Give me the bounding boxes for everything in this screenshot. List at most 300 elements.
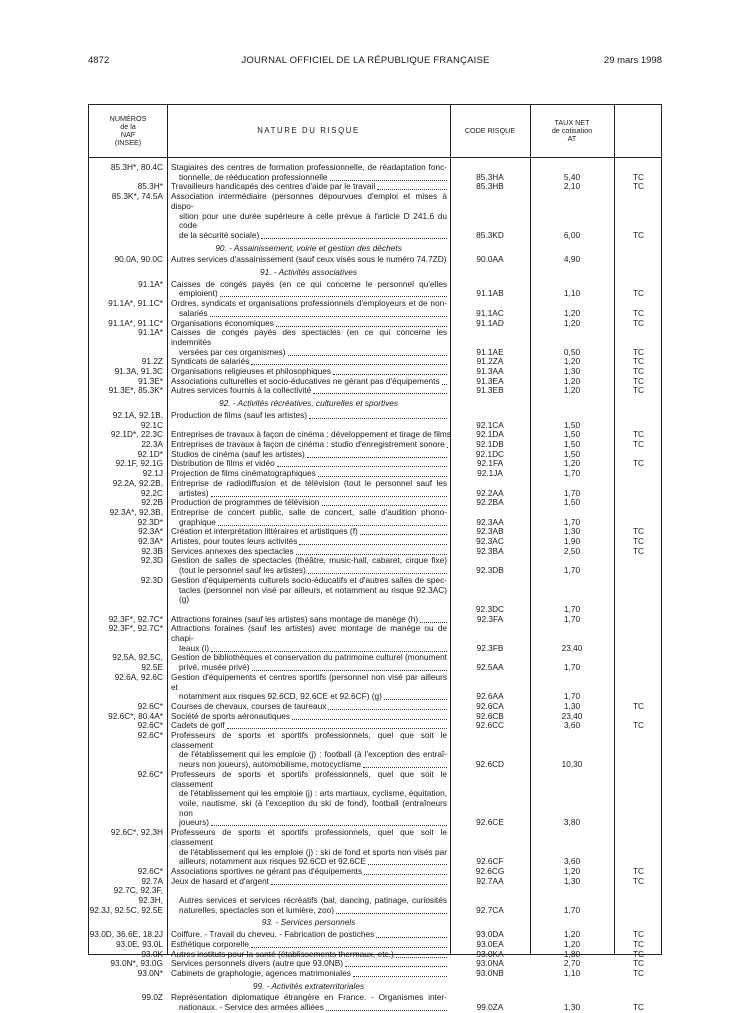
- rate-value: 1,50: [530, 450, 614, 460]
- rate-cell: [530, 615, 614, 625]
- nature-line: Caisses de congés payés (en ce qui concerne le personnel qu'elles: [171, 280, 447, 290]
- dot-leader: [211, 818, 447, 826]
- rate-value: 1,70: [530, 469, 614, 479]
- nature-line: Autres services et services récréatifs (bal, dancing, patinage, curiosités: [171, 896, 447, 906]
- tc-flag: TC: [614, 377, 663, 387]
- naf-code: 91.1A*, 91.1C*: [89, 299, 163, 309]
- dot-leader: [211, 489, 447, 497]
- risk-code-cell: [450, 479, 530, 498]
- dot-leader: [360, 527, 447, 535]
- nature-line: voile, nautisme, ski (à l'exception du ski de fond), football (entraîneurs non: [171, 799, 447, 818]
- rate-cell: [530, 328, 614, 357]
- naf-cell: [89, 386, 167, 396]
- nature-line: Entreprise de concert public, salle de concert, salle d'audition phono-: [171, 508, 447, 518]
- tc-flag: TC: [614, 348, 663, 358]
- rate-value: 1,20: [530, 459, 614, 469]
- naf-cell: [89, 828, 167, 867]
- nature-text: nationaux. - Service des armées alliées: [179, 1003, 324, 1013]
- naf-code: 93.0E, 93.0L: [89, 940, 163, 950]
- nature-cell: [167, 192, 450, 241]
- tc-cell: [614, 319, 663, 329]
- risk-code: 91.2ZA: [450, 357, 530, 367]
- rate-value: 1,30: [530, 877, 614, 887]
- dot-leader: [210, 309, 447, 317]
- nature-cell: [167, 731, 450, 770]
- risk-code: 92.6AA: [450, 692, 530, 702]
- tc-cell: [614, 440, 663, 450]
- nature-cell: [167, 411, 450, 430]
- naf-code: 91.3E*: [89, 377, 163, 387]
- risk-code: 92.5AA: [450, 663, 530, 673]
- nature-line: de l'établissement qui les emploie (j) : ski de fond et sports non visés par: [171, 848, 447, 858]
- nature-line: Professeurs de sports et sportifs professionnels, quel que soit le classement: [171, 731, 447, 750]
- risk-code-cell: [450, 653, 530, 672]
- naf-cell: [89, 508, 167, 527]
- tc-flag: TC: [614, 877, 663, 887]
- rate-cell: [530, 469, 614, 479]
- risk-code: 91.3AA: [450, 367, 530, 377]
- dot-leader: [277, 459, 447, 467]
- risk-code: 92.3DB: [450, 566, 530, 576]
- table-row: [89, 328, 661, 357]
- risk-code: 91.1AD: [450, 319, 530, 329]
- tc-cell: [614, 673, 663, 702]
- risk-code: 92.7AA: [450, 877, 530, 887]
- risk-code-cell: [450, 547, 530, 557]
- table-row: [89, 993, 661, 1012]
- rate-cell: [530, 576, 614, 615]
- tc-flag: TC: [614, 173, 663, 183]
- nature-text: Studios de cinéma (sauf les artistes): [171, 450, 305, 460]
- rate-cell: [530, 386, 614, 396]
- dot-leader: [368, 857, 447, 865]
- risk-code-cell: [450, 508, 530, 527]
- dot-leader: [363, 760, 447, 768]
- tc-cell: [614, 653, 663, 672]
- nature-text: naturelles, spectacles son et lumière, zoo): [179, 906, 334, 916]
- risk-code: 92.3AB: [450, 527, 530, 537]
- naf-code: 92.1D*, 22.3C: [89, 430, 163, 440]
- risk-code: 92.1CA: [450, 421, 530, 431]
- nature-text: Associations sportives ne gérant pas d'équipements: [171, 867, 362, 877]
- risk-code-cell: [450, 969, 530, 979]
- tc-cell: [614, 993, 663, 1012]
- tc-cell: [614, 498, 663, 508]
- table-row: [89, 556, 661, 575]
- rate-cell: [530, 479, 614, 498]
- dot-leader: [322, 498, 447, 506]
- risk-code-cell: [450, 192, 530, 241]
- rate-value: 1,10: [530, 289, 614, 299]
- table-row: [89, 192, 661, 241]
- nature-text: Production de programmes de télévision: [171, 498, 320, 508]
- rate-cell: [530, 182, 614, 192]
- table-row: [89, 624, 661, 653]
- risk-code: 92.2AA: [450, 489, 530, 499]
- nature-text: versées par ces organismes): [179, 348, 286, 358]
- rate-cell: [530, 411, 614, 430]
- nature-line: Professeurs de sports et sportifs professionnels, quel que soit le classement: [171, 828, 447, 847]
- rate-value: 1,70: [530, 566, 614, 576]
- nature-text: Services annexes des spectacles: [171, 547, 294, 557]
- dot-leader: [299, 537, 447, 545]
- tc-flag: TC: [614, 969, 663, 979]
- naf-cell: [89, 576, 167, 615]
- nature-text: ailleurs, notamment aux risques 92.6CD et 92.6CE: [179, 857, 366, 867]
- table-row: [89, 877, 661, 887]
- rate-value: 1,20: [530, 386, 614, 396]
- nature-text: emploient): [179, 289, 218, 299]
- rate-value: 2,70: [530, 959, 614, 969]
- nature-text: tionnelle, de rééducation professionnelle: [179, 173, 328, 183]
- dot-leader: [336, 906, 447, 914]
- nature-line: Gestion d'équipements et centres sportifs (personnel non visé par ailleurs et: [171, 673, 447, 692]
- section-heading: [89, 241, 661, 256]
- nature-line: [171, 877, 447, 887]
- nature-text: graphique: [179, 518, 216, 528]
- rate-value: 6,00: [530, 231, 614, 241]
- nature-line: Gestion d'équipements culturels socio-éducatifs et d'autres salles de spec-: [171, 576, 447, 586]
- tc-flag: TC: [614, 319, 663, 329]
- tc-cell: [614, 556, 663, 575]
- naf-code: 90.0A, 90.0C: [89, 255, 163, 265]
- tc-cell: [614, 828, 663, 867]
- naf-cell: [89, 163, 167, 182]
- tc-flag: TC: [614, 440, 663, 450]
- tc-flag: TC: [614, 357, 663, 367]
- risk-code: 92.6CE: [450, 818, 530, 828]
- rate-cell: [530, 969, 614, 979]
- col-header-taux: TAUX NET de cotisation AT: [530, 105, 614, 157]
- risk-code: 92.6CA: [450, 702, 530, 712]
- nature-line: [171, 255, 447, 265]
- risk-code: 91.1AC: [450, 309, 530, 319]
- table-row: [89, 163, 661, 182]
- naf-cell: [89, 299, 167, 318]
- risk-code: 92.1DB: [450, 440, 530, 450]
- naf-code: 92.6A, 92.6C: [89, 673, 163, 683]
- risk-code: 93.0NB: [450, 969, 530, 979]
- table-row: [89, 280, 661, 299]
- risk-code: 90.0AA: [450, 255, 530, 265]
- nature-line: [171, 231, 447, 241]
- nature-text: artistes): [179, 489, 209, 499]
- naf-code: 92.6C*, 80.4A*: [89, 712, 163, 722]
- naf-code: 92.6C*: [89, 702, 163, 712]
- naf-code: 91.3A, 91.3C: [89, 367, 163, 377]
- tc-flag: TC: [614, 959, 663, 969]
- rate-value: 1,70: [530, 518, 614, 528]
- risk-code: 92.6CB: [450, 712, 530, 722]
- risk-code: 85.3HA: [450, 173, 530, 183]
- risk-code-cell: [450, 469, 530, 479]
- tc-flag: TC: [614, 386, 663, 396]
- rate-value: 3,60: [530, 857, 614, 867]
- risk-code-cell: [450, 673, 530, 702]
- risk-code: 91.1AE: [450, 348, 530, 358]
- dot-leader: [318, 469, 447, 477]
- nature-text: Jeux de hasard et d'argent: [171, 877, 269, 887]
- nature-text: Associations culturelles et socio-éducatives ne gérant pas d'équipements: [171, 377, 440, 387]
- tc-flag: TC: [614, 309, 663, 319]
- rate-value: 5,40: [530, 173, 614, 183]
- rate-cell: [530, 653, 614, 672]
- nature-text: Autres services fournis à la collectivité: [171, 386, 311, 396]
- tc-cell: [614, 547, 663, 557]
- nature-line: Entreprise de radiodiffusion et de télévision (tout le personnel sauf les: [171, 479, 447, 489]
- dot-leader: [333, 367, 447, 375]
- table-row: [89, 386, 661, 396]
- section-title: 99. - Activités extraterritoriales: [167, 979, 450, 994]
- tc-flag: TC: [614, 721, 663, 731]
- tc-cell: [614, 192, 663, 241]
- dot-leader: [442, 377, 447, 385]
- rate-value: 1,20: [530, 940, 614, 950]
- risk-code: 93.0EA: [450, 940, 530, 950]
- tc-flag: TC: [614, 702, 663, 712]
- naf-cell: [89, 993, 167, 1012]
- rate-value: 1,70: [530, 489, 614, 499]
- risk-code: 92.6CG: [450, 867, 530, 877]
- naf-code: 92.3D: [89, 576, 163, 586]
- section-heading: [89, 915, 661, 930]
- table-row: [89, 673, 661, 702]
- nature-text: Services personnels divers (autre que 93.0NB): [171, 959, 343, 969]
- risk-code: 91.1AB: [450, 289, 530, 299]
- nature-text: notamment aux risques 92.6CD, 92.6CE et 92.6CF) (g): [179, 692, 382, 702]
- rate-cell: [530, 508, 614, 527]
- table-row: [89, 411, 661, 430]
- risk-code: 85.3HB: [450, 182, 530, 192]
- naf-code: 93.0N*, 93.0G: [89, 959, 163, 969]
- naf-code: 91.1A*: [89, 328, 163, 338]
- nature-line: [171, 969, 447, 979]
- nature-cell: [167, 280, 450, 299]
- rate-value: 3,80: [530, 818, 614, 828]
- nature-cell: [167, 969, 450, 979]
- nature-cell: [167, 993, 450, 1012]
- naf-code: 92.1J: [89, 469, 163, 479]
- risk-code: 92.3BA: [450, 547, 530, 557]
- nature-line: Ordres, syndicats et organisations professionnels d'employeurs et de non-: [171, 299, 447, 309]
- risk-code: 91.3EA: [450, 377, 530, 387]
- nature-text: Autres instituts pour la santé (établissements thermaux, etc.): [171, 950, 394, 960]
- tc-flag: TC: [614, 527, 663, 537]
- risk-code-cell: [450, 877, 530, 887]
- dot-leader: [308, 566, 447, 574]
- rate-cell: [530, 877, 614, 887]
- dot-leader: [328, 702, 447, 710]
- nature-cell: [167, 624, 450, 653]
- dot-leader: [218, 518, 447, 526]
- rate-cell: [530, 280, 614, 299]
- tc-flag: TC: [614, 231, 663, 241]
- risk-code-cell: [450, 411, 530, 430]
- nature-line: [171, 906, 447, 916]
- dot-leader: [313, 386, 447, 394]
- naf-code: 92.3J, 92.5C, 92.5E: [89, 906, 163, 916]
- tc-cell: [614, 731, 663, 770]
- nature-text: teaux (i): [179, 644, 209, 654]
- naf-code: 92.3F*, 92.7C*: [89, 624, 163, 634]
- table-row: [89, 479, 661, 498]
- naf-code: 92.3A*, 92.3B, 92.3D*: [89, 508, 163, 527]
- rate-value: 1,50: [530, 421, 614, 431]
- risk-code-cell: [450, 731, 530, 770]
- risk-code-cell: [450, 328, 530, 357]
- dot-leader: [211, 644, 447, 652]
- rate-value: 1,50: [530, 430, 614, 440]
- col-header-naf: NUMÉROS de la NAF (INSEE): [89, 105, 167, 157]
- naf-code: 92.3A*: [89, 527, 163, 537]
- nature-cell: [167, 828, 450, 867]
- risk-code: 92.3AA: [450, 518, 530, 528]
- nature-cell: [167, 673, 450, 702]
- nature-line: Attractions foraines (sauf les artistes) avec montage de manège ou de chapi-: [171, 624, 447, 643]
- tc-cell: [614, 886, 663, 915]
- risk-code: 92.7CA: [450, 906, 530, 916]
- tc-cell: [614, 721, 663, 731]
- rate-value: 2,50: [530, 547, 614, 557]
- nature-text: joueurs): [179, 818, 209, 828]
- risk-code: 92.3DC: [450, 605, 530, 615]
- nature-cell: [167, 508, 450, 527]
- dot-leader: [420, 615, 447, 623]
- dot-leader: [376, 930, 447, 938]
- nature-text: Coiffure. - Travail du cheveu. - Fabrication de postiches: [171, 930, 374, 940]
- naf-code: 85.3H*: [89, 182, 163, 192]
- naf-cell: [89, 653, 167, 672]
- risk-code: 92.3FA: [450, 615, 530, 625]
- nature-text: Syndicats de salariés: [171, 357, 249, 367]
- rate-value: 1,30: [530, 367, 614, 377]
- table-body: [89, 163, 661, 1013]
- dot-leader: [288, 348, 447, 356]
- nature-cell: [167, 653, 450, 672]
- tc-cell: [614, 386, 663, 396]
- naf-code: 92.6C*: [89, 770, 163, 780]
- nature-text: Travailleurs handicapés des centres d'aide par le travail: [171, 182, 375, 192]
- nature-text: neurs non joueurs), automobilisme, motocyclisme: [179, 760, 361, 770]
- rate-value: 1,70: [530, 692, 614, 702]
- rate-value: 1,20: [530, 357, 614, 367]
- naf-code: 85.3K*, 74.5A: [89, 192, 163, 202]
- tc-flag: TC: [614, 930, 663, 940]
- rate-value: 1,30: [530, 527, 614, 537]
- nature-line: [171, 1003, 447, 1013]
- rate-value: 1,90: [530, 537, 614, 547]
- tc-flag: TC: [614, 867, 663, 877]
- col-header-code: CODE RISQUE: [450, 105, 530, 157]
- naf-cell: [89, 624, 167, 653]
- naf-code: 92.3B: [89, 547, 163, 557]
- nature-cell: [167, 255, 450, 265]
- section-title: 90. - Assainissement, voirie et gestion des déchets: [167, 241, 450, 256]
- risk-code: 92.1JA: [450, 469, 530, 479]
- table-row: [89, 969, 661, 979]
- naf-code: 92.6C*, 92.3H: [89, 828, 163, 838]
- nature-cell: [167, 877, 450, 887]
- naf-code: 91.1A*: [89, 280, 163, 290]
- tc-cell: [614, 615, 663, 625]
- risk-code-cell: [450, 886, 530, 915]
- nature-text: Projection de films cinématographiques: [171, 469, 316, 479]
- nature-line: de l'établissement qui les emploie (j) : arts martiaux, cyclisme, équitation,: [171, 789, 447, 799]
- naf-code: 92.6C*: [89, 721, 163, 731]
- nature-line: Stagiaires des centres de formation professionnelle, de réadaptation fonc-: [171, 163, 447, 173]
- naf-code: 92.3A*: [89, 537, 163, 547]
- risk-code-cell: [450, 721, 530, 731]
- rate-value: 1,30: [530, 1003, 614, 1013]
- dot-leader: [353, 969, 447, 977]
- naf-code: 92.5A, 92.5C, 92.5E: [89, 653, 163, 672]
- rate-cell: [530, 192, 614, 241]
- rate-cell: [530, 721, 614, 731]
- tc-cell: [614, 328, 663, 357]
- naf-code: 92.1F, 92.1G: [89, 459, 163, 469]
- naf-cell: [89, 411, 167, 430]
- nature-cell: [167, 479, 450, 498]
- dot-leader: [261, 231, 447, 239]
- journal-title: JOURNAL OFFICIEL DE LA RÉPUBLIQUE FRANÇAISE: [0, 55, 731, 66]
- naf-code: 91.1A*, 91.1C*: [89, 319, 163, 329]
- rate-value: 23,40: [530, 712, 614, 722]
- tc-cell: [614, 969, 663, 979]
- nature-cell: [167, 386, 450, 396]
- tc-flag: TC: [614, 950, 663, 960]
- naf-code: 92.2B: [89, 498, 163, 508]
- tc-flag: TC: [614, 182, 663, 192]
- rate-value: 23,40: [530, 644, 614, 654]
- risk-code: 92.3FB: [450, 644, 530, 654]
- nature-text: Distribution de films et vidéo: [171, 459, 275, 469]
- table-row: [89, 828, 661, 867]
- naf-cell: [89, 192, 167, 241]
- rate-cell: [530, 731, 614, 770]
- tc-cell: [614, 479, 663, 498]
- naf-code: 91.3E*, 85.3K*: [89, 386, 163, 396]
- tc-cell: [614, 469, 663, 479]
- section-title: 91. - Activités associatives: [167, 265, 450, 280]
- nature-cell: [167, 328, 450, 357]
- tc-cell: [614, 624, 663, 653]
- naf-cell: [89, 770, 167, 828]
- dot-leader: [227, 721, 447, 729]
- naf-code: 92.2A, 92.2B, 92.2C: [89, 479, 163, 498]
- nature-line: Gestion de salles de spectacles (théâtre, music-hall, cabaret, cirque fixe): [171, 556, 447, 566]
- nature-line: sition pour une durée supérieure à celle prévue à l'article D 241.6 du code: [171, 212, 447, 231]
- naf-cell: [89, 255, 167, 265]
- risk-code-cell: [450, 280, 530, 299]
- tc-cell: [614, 770, 663, 828]
- risk-code-cell: [450, 498, 530, 508]
- dot-leader: [252, 663, 447, 671]
- risk-code-cell: [450, 615, 530, 625]
- rate-cell: [530, 886, 614, 915]
- nature-text: Cabinets de graphologie, agences matrimoniales: [171, 969, 351, 979]
- risk-code-cell: [450, 182, 530, 192]
- risk-code-cell: [450, 299, 530, 318]
- nature-cell: [167, 576, 450, 615]
- rate-value: 1,70: [530, 663, 614, 673]
- nature-cell: [167, 556, 450, 575]
- risk-code-cell: [450, 828, 530, 867]
- risk-code: 92.2BA: [450, 498, 530, 508]
- rate-value: 1,70: [530, 906, 614, 916]
- nature-text: salariés: [179, 309, 208, 319]
- nature-cell: [167, 163, 450, 182]
- tc-cell: [614, 508, 663, 527]
